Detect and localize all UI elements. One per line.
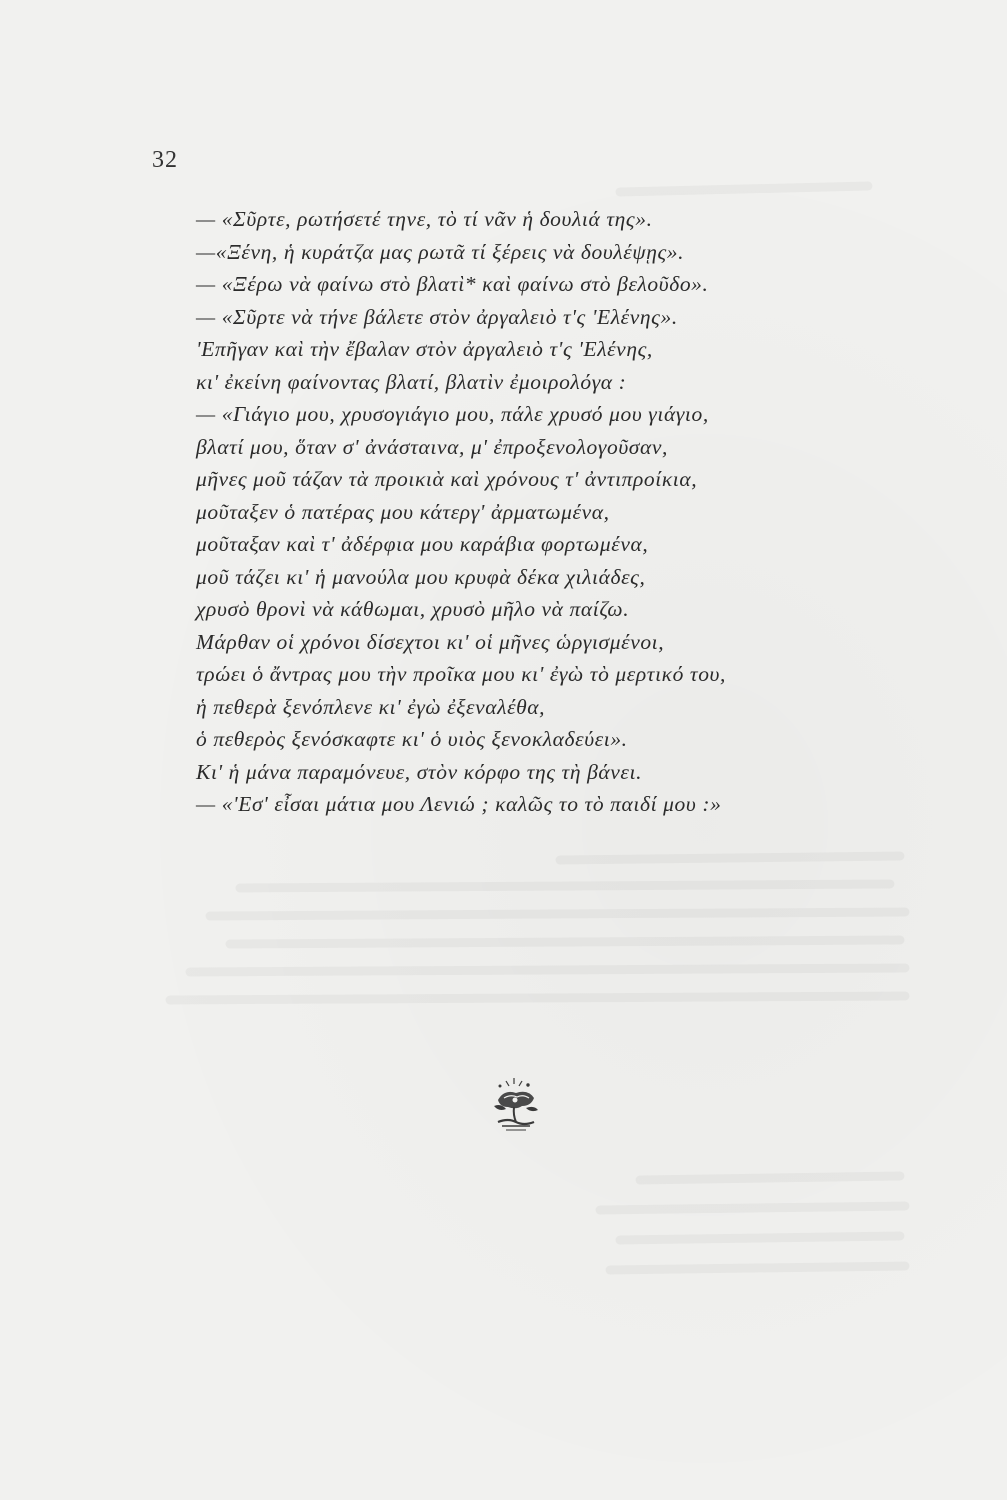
poem-line: — «Ξέρω νὰ φαίνω στὸ βλατὶ* καὶ φαίνω στὸ βελοῦδο». xyxy=(196,272,709,296)
poem-line: μοῦταξεν ὁ πατέρας μου κάτεργ' ἀρματωμένα, xyxy=(196,499,610,524)
poem-line: — «'Εσ' εἶσαι μάτια μου Λενιώ ; καλῶς το τὸ παιδί μου :» xyxy=(196,792,722,816)
poem-text xyxy=(196,203,896,821)
poem-line: τρώει ὁ ἄντρας μου τὴν προῖκα μου κι' ἐγὼ τὸ μερτικό του, xyxy=(196,662,727,686)
poem-line: βλατί μου, ὅταν σ' ἀνάσταινα, μ' ἐπροξενολογοῦσαν, xyxy=(196,434,668,459)
poem-line: — «Σῦρτε, ρωτήσετέ τηνε, τὸ τί νᾶν ἡ δουλιά της». xyxy=(196,207,653,231)
poem-line: —«Ξένη, ἡ κυράτζα μας ρωτᾶ τί ξέρεις νὰ δουλέψῃς». xyxy=(196,239,685,264)
poem-line: ἡ πεθερὰ ξενόπλενε κι' ἐγὼ ἐξεναλέθα, xyxy=(196,694,546,719)
poem-line: μοῦταξαν καὶ τ' ἀδέρφια μου καράβια φορτωμένα, xyxy=(196,532,649,556)
page-number: 32 xyxy=(152,147,178,173)
poem-line: χρυσὸ θρονὶ νὰ κάθωμαι, χρυσὸ μῆλο νὰ παίζω. xyxy=(196,597,630,621)
poem-line: ὁ πεθερὸς ξενόσκαφτε κι' ὁ υιὸς ξενοκλαδεύει». xyxy=(196,727,628,751)
poem-line: Μάρθαν οἱ χρόνοι δίσεχτοι κι' οἱ μῆνες ὡργισμένοι, xyxy=(196,629,665,654)
poem-line: 'Επῆγαν καὶ τὴν ἔβαλαν στὸν ἀργαλειὸ τ'ς 'Ελένης, xyxy=(196,337,653,361)
poem-line: Κι' ἡ μάνα παραμόνευε, στὸν κόρφο της τὴ βάνει. xyxy=(196,759,643,784)
poem-line: μοῦ τάζει κι' ἡ μανούλα μου κρυφὰ δέκα χιλιάδες, xyxy=(196,564,646,589)
poem-line: — «Σῦρτε νὰ τήνε βάλετε στὸν ἀργαλειὸ τ'ς 'Ελένης». xyxy=(196,304,678,329)
poem-line: μῆνες μοῦ τάζαν τὰ προικιὰ καὶ χρόνους τ' ἀντιπροίκια, xyxy=(196,467,698,491)
flower-vignette-icon xyxy=(484,1076,548,1136)
poem-line: κι' ἐκείνη φαίνοντας βλατί, βλατὶν ἐμοιρολόγα : xyxy=(196,369,627,394)
poem-line: — «Γιάγιο μου, χρυσογιάγιο μου, πάλε χρυσό μου γιάγιο, xyxy=(196,402,709,426)
